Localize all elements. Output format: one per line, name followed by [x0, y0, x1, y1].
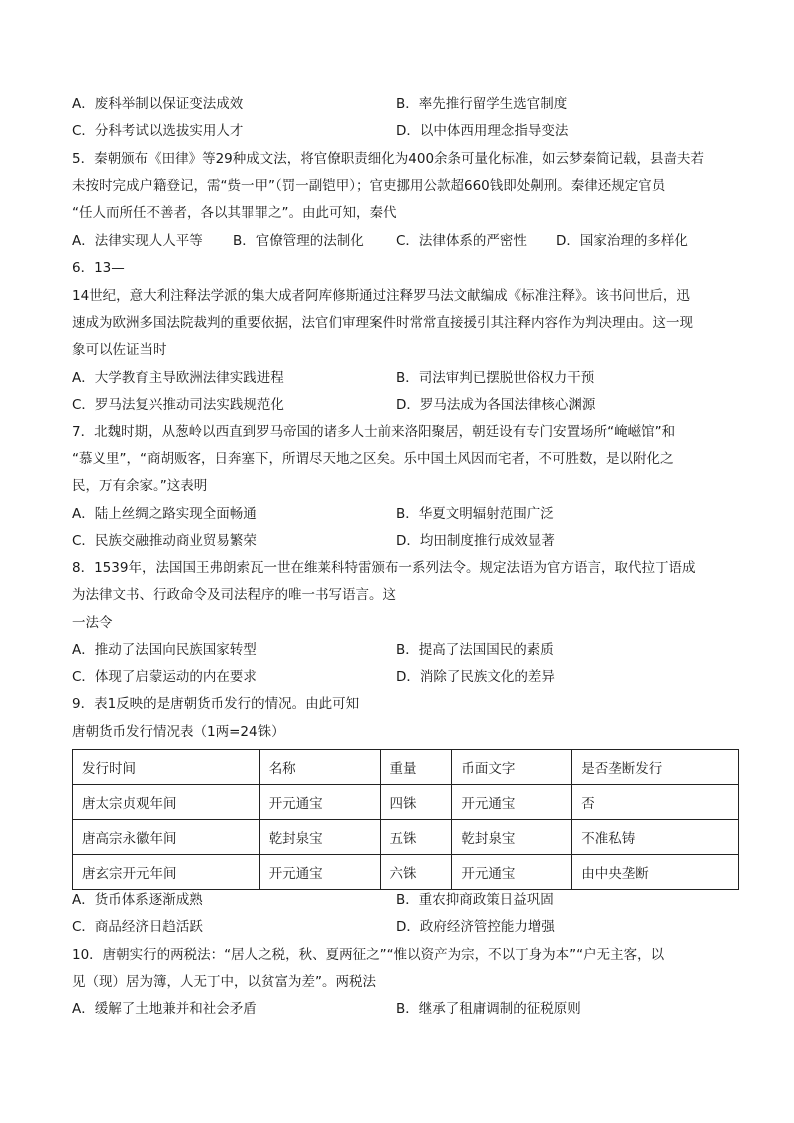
q8-stem-line3: 一法令: [72, 615, 113, 631]
q4-option-c: C．分科考试以选拔实用人才: [72, 123, 244, 139]
table-header-cell: 重量: [380, 750, 452, 785]
q7-stem-line3: 民，万有余家。”这表明: [72, 478, 208, 494]
q9-option-b: B．重农抑商政策日益巩固: [396, 892, 554, 908]
q10-option-b: B．继承了租庸调制的征税原则: [396, 1001, 581, 1017]
table-cell: 不准私铸: [572, 820, 739, 855]
table-cell: 乾封泉宝: [259, 820, 380, 855]
q7-stem-line2: “慕义里”，“商胡贩客，日奔塞下，所谓尽天地之区矣。乐中国土风因而宅者，不可胜数，是以附化之: [72, 451, 674, 467]
q6-stem-line1: 14世纪，意大利注释法学派的集大成者阿库修斯通过注释罗马法文献编成《标准注释》。该书问世后，迅: [72, 288, 690, 304]
q6-stem-line2: 速成为欧洲多国法院裁判的重要依据，法官们审理案件时常常直接援引其注释内容作为判决理由。这一现: [72, 315, 693, 331]
table-cell: 唐玄宗开元年间: [73, 855, 260, 890]
q8-option-c: C．体现了启蒙运动的内在要求: [72, 669, 257, 685]
q6-stem-line0: 6．13—: [72, 260, 125, 276]
table-cell: 六铢: [380, 855, 452, 890]
table-header-cell: 名称: [259, 750, 380, 785]
q7-option-a: A．陆上丝绸之路实现全面畅通: [72, 506, 257, 522]
q5-option-c: C．法律体系的严密性: [396, 233, 527, 249]
table-cell: 开元通宝: [259, 855, 380, 890]
table-cell: 开元通宝: [452, 855, 572, 890]
q4-option-a: A．废科举制以保证变法成效: [72, 96, 244, 112]
table-row: [73, 820, 739, 855]
q8-option-d: D．消除了民族文化的差异: [396, 669, 555, 685]
q6-stem-line3: 象可以佐证当时: [72, 342, 167, 358]
q9-option-a: A．货币体系逐渐成熟: [72, 892, 203, 908]
table-cell: 唐太宗贞观年间: [73, 785, 260, 820]
table-cell: 开元通宝: [259, 785, 380, 820]
q8-option-a: A．推动了法国向民族国家转型: [72, 642, 257, 658]
q6-option-b: B．司法审判已摆脱世俗权力干预: [396, 370, 595, 386]
table-header-cell: 发行时间: [73, 750, 260, 785]
q5-stem-line1: 5．秦朝颁布《田律》等29种成文法，将官僚职责细化为400余条可量化标准，如云梦秦简记载，县啬夫若: [72, 151, 705, 167]
q5-stem-line2: 未按时完成户籍登记，需“赀一甲”（罚一副铠甲）；官吏挪用公款超660钱即处劓刑。秦律还规定官员: [72, 178, 666, 194]
table-row: [73, 785, 739, 820]
table-title: 唐朝货币发行情况表（1两=24铢）: [72, 724, 285, 740]
table-cell: 乾封泉宝: [452, 820, 572, 855]
q6-option-d: D．罗马法成为各国法律核心渊源: [396, 397, 596, 413]
q9-stem-line1: 9．表1反映的是唐朝货币发行的情况。由此可知: [72, 696, 360, 712]
table-header-row: [73, 750, 739, 785]
q7-stem-line1: 7．北魏时期，从葱岭以西直到罗马帝国的诸多人士前来洛阳聚居，朝廷设有专门安置场所“崦嵫馆”和: [72, 424, 676, 440]
q8-option-b: B．提高了法国国民的素质: [396, 642, 554, 658]
q5-option-d: D．国家治理的多样化: [556, 233, 688, 249]
q10-option-a: A．缓解了土地兼并和社会矛盾: [72, 1001, 257, 1017]
q5-option-a: A．法律实现人人平等: [72, 233, 203, 249]
q7-option-c: C．民族交融推动商业贸易繁荣: [72, 533, 257, 549]
q4-option-d: D．以中体西用理念指导变法: [396, 123, 569, 139]
q8-stem-line1: 8．1539年，法国国王弗朗索瓦一世在维莱科特雷颁布一系列法令。规定法语为官方语言，取代拉丁语成: [72, 560, 696, 576]
table-cell: 四铢: [380, 785, 452, 820]
q10-stem-line1: 10．唐朝实行的两税法：“居人之税，秋、夏两征之”“惟以资产为宗，不以丁身为本”“户无主客，以: [72, 947, 665, 963]
table-cell: 五铢: [380, 820, 452, 855]
q7-option-b: B．华夏文明辐射范围广泛: [396, 506, 554, 522]
q4-option-b: B．率先推行留学生选官制度: [396, 96, 568, 112]
table-cell: 唐高宗永徽年间: [73, 820, 260, 855]
q9-option-c: C．商品经济日趋活跃: [72, 919, 203, 935]
q7-option-d: D．均田制度推行成效显著: [396, 533, 555, 549]
q6-option-c: C．罗马法复兴推动司法实践规范化: [72, 397, 284, 413]
table-header-cell: 币面文字: [452, 750, 572, 785]
q5-stem-line3: “任人而所任不善者，各以其罪罪之”。由此可知，秦代: [72, 205, 397, 221]
table-cell: 开元通宝: [452, 785, 572, 820]
table-cell: 否: [572, 785, 739, 820]
q10-stem-line2: 见（现）居为簿，人无丁中，以贫富为差”。两税法: [72, 974, 376, 990]
q6-option-a: A．大学教育主导欧洲法律实践进程: [72, 370, 284, 386]
q8-stem-line2: 为法律文书、行政命令及司法程序的唯一书写语言。这: [72, 587, 396, 603]
table-header-cell: 是否垄断发行: [572, 750, 739, 785]
q5-option-b: B．官僚管理的法制化: [233, 233, 364, 249]
table-row: [73, 855, 739, 890]
currency-table: [72, 749, 739, 890]
q9-option-d: D．政府经济管控能力增强: [396, 919, 555, 935]
table-cell: 由中央垄断: [572, 855, 739, 890]
